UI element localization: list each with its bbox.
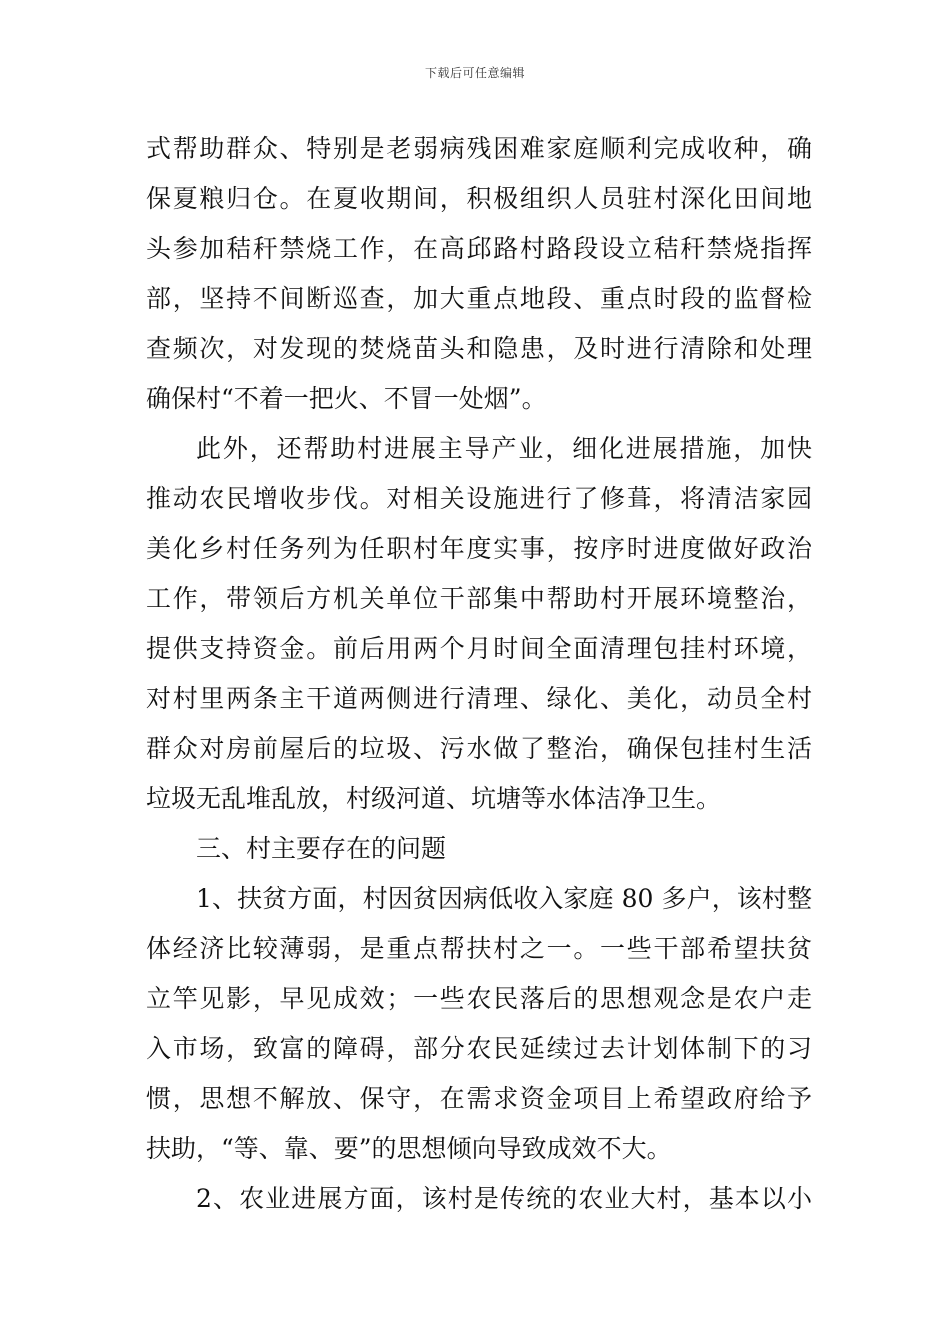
text-line: 对村里两条主干道两侧进行清理、绿化、美化，动员全村	[146, 684, 812, 713]
text-line: 提供支持资金。前后用两个月时间全面清理包挂村环境，	[146, 634, 812, 663]
text-line: 惯，思想不解放、保守，在需求资金项目上希望政府给予	[146, 1084, 812, 1113]
text-line: 美化乡村任务列为任职村年度实事，按序时进度做好政治	[146, 534, 812, 563]
text-line: 1、扶贫方面，村因贫因病低收入家庭 80 多户，该村整	[196, 884, 812, 913]
text-line: 立竿见影，早见成效；一些农民落后的思想观念是农户走	[146, 984, 812, 1013]
text-line: 保夏粮归仓。在夏收期间，积极组织人员驻村深化田间地	[146, 184, 812, 213]
text-line: 体经济比较薄弱，是重点帮扶村之一。一些干部希望扶贫	[146, 934, 812, 963]
text-line: 此外，还帮助村进展主导产业，细化进展措施，加快	[196, 434, 812, 463]
page-header-note: 下载后可任意编辑	[424, 66, 525, 80]
text-line: 式帮助群众、特别是老弱病残困难家庭顺利完成收种，确	[146, 134, 812, 163]
text-line: 推动农民增收步伐。对相关设施进行了修葺，将清洁家园	[146, 484, 812, 513]
text-line: 查频次，对发现的焚烧苗头和隐患，及时进行清除和处理	[146, 334, 812, 363]
text-line: 群众对房前屋后的垃圾、污水做了整治，确保包挂村生活	[146, 734, 812, 763]
text-line: 工作，带领后方机关单位干部集中帮助村开展环境整治，	[146, 584, 812, 613]
text-line: 扶助，“等、靠、要”的思想倾向导致成效不大。	[146, 1134, 672, 1163]
text-line: 三、村主要存在的问题	[196, 834, 447, 863]
text-line: 头参加秸秆禁烧工作，在高邱路村路段设立秸秆禁烧指挥	[146, 234, 812, 263]
text-line: 2、农业进展方面，该村是传统的农业大村，基本以小	[196, 1184, 812, 1213]
text-line: 入市场，致富的障碍，部分农民延续过去计划体制下的习	[146, 1034, 812, 1063]
text-line: 确保村“不着一把火、不冒一处烟”。	[146, 384, 547, 413]
text-line: 垃圾无乱堆乱放，村级河道、坑塘等水体洁净卫生。	[146, 784, 722, 813]
text-line: 部，坚持不间断巡查，加大重点地段、重点时段的监督检	[146, 284, 812, 313]
document-body	[146, 124, 812, 1224]
